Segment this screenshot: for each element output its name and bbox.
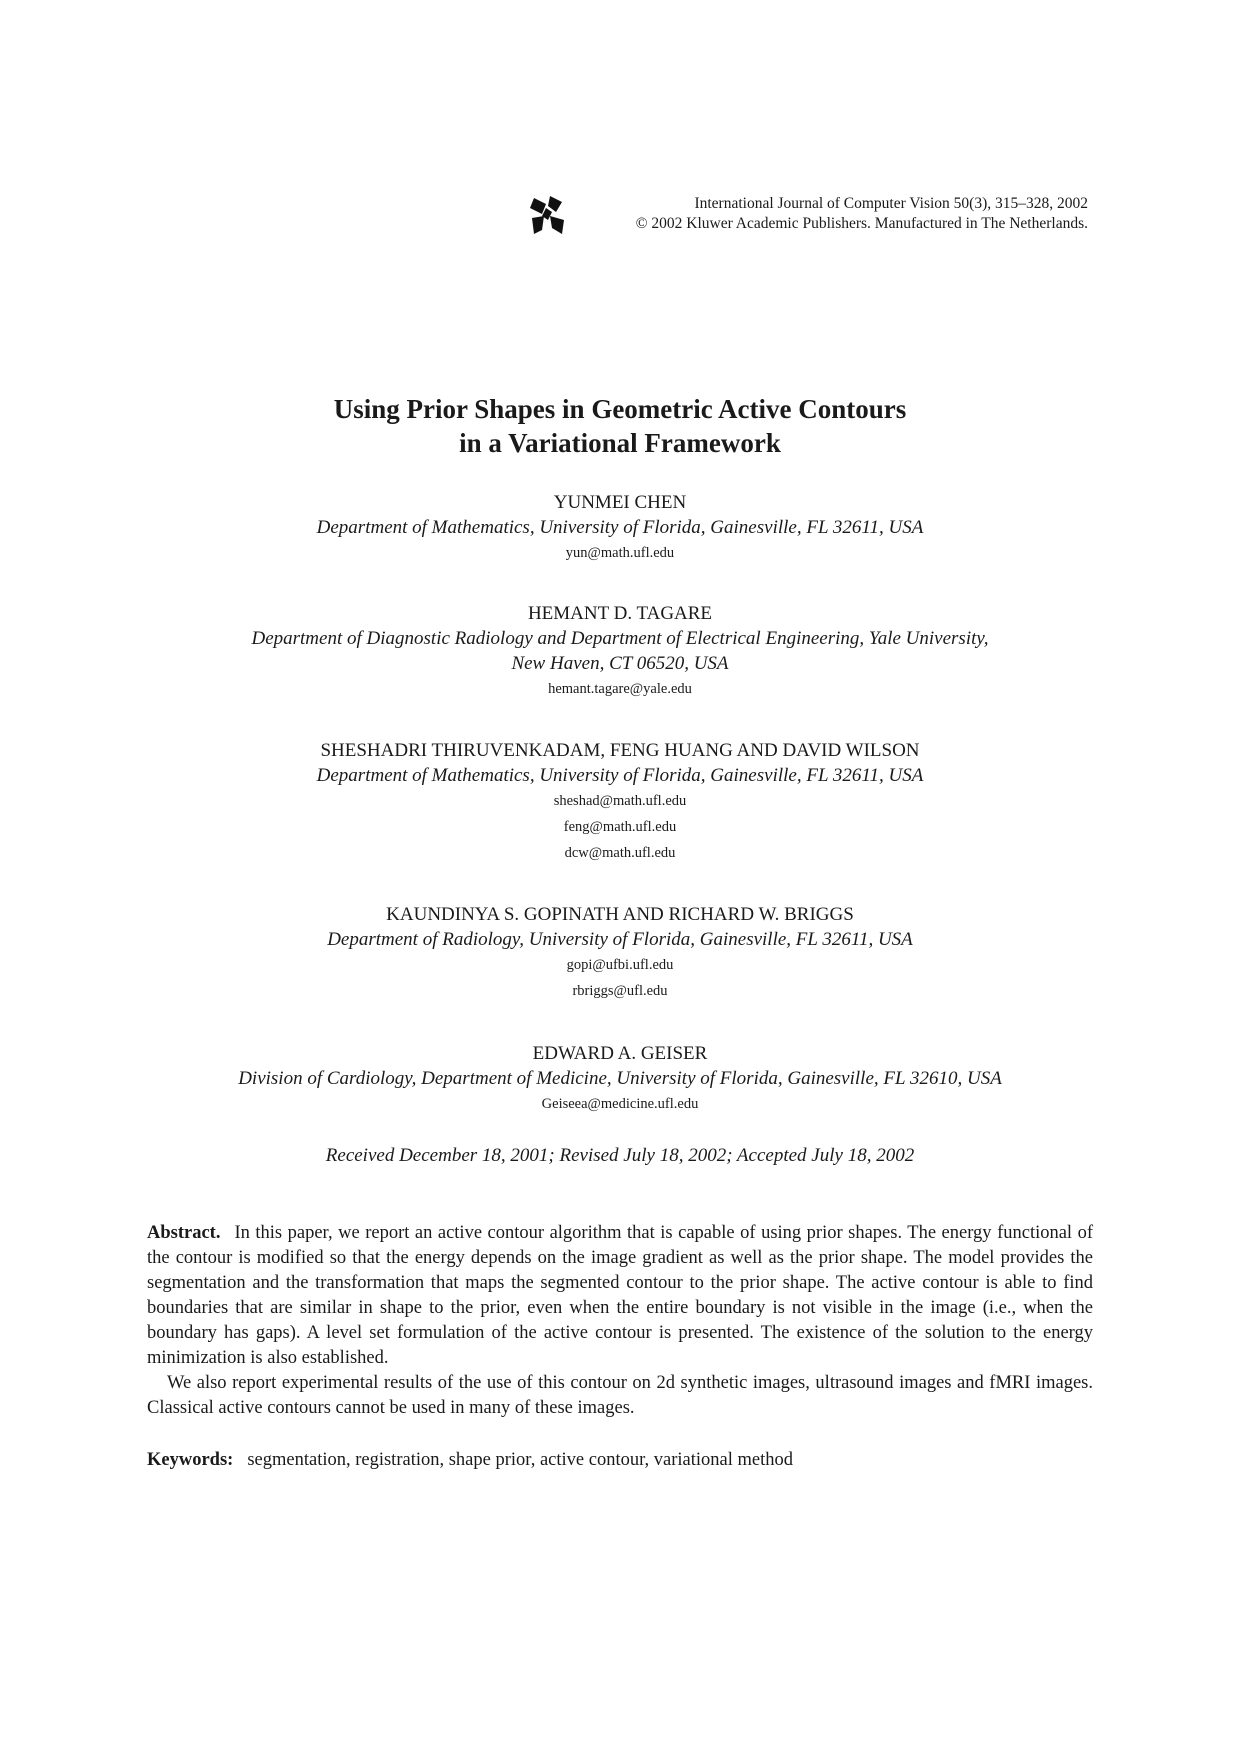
keywords-label: Keywords: xyxy=(147,1450,234,1470)
publisher-logo-icon xyxy=(528,194,568,238)
author-email: rbriggs@ufl.edu xyxy=(572,983,668,999)
keywords-section xyxy=(147,1448,1093,1473)
author-email: sheshad@math.ufl.edu xyxy=(553,793,687,809)
paper-title xyxy=(0,392,1240,460)
abstract-label: Abstract. xyxy=(147,1223,221,1243)
author-affiliation: Department of Mathematics, University of Florida, Gainesville, FL 32611, USA xyxy=(316,517,924,538)
author-affiliation: Division of Cardiology, Department of Medicine, University of Florida, Gainesville, FL 32610, USA xyxy=(238,1068,1002,1089)
author-affiliation: New Haven, CT 06520, USA xyxy=(511,653,729,674)
title-line-2: in a Variational Framework xyxy=(459,428,781,458)
journal-header xyxy=(528,194,1088,240)
author-names: YUNMEI CHEN xyxy=(553,492,687,513)
author-affiliation: Department of Mathematics, University of Florida, Gainesville, FL 32611, USA xyxy=(316,765,924,786)
keywords-text: segmentation, registration, shape prior, active contour, variational method xyxy=(247,1450,793,1470)
author-email: hemant.tagare@yale.edu xyxy=(548,681,692,697)
author-block-2 xyxy=(0,601,1240,702)
author-block-4 xyxy=(0,902,1240,1004)
author-email: yun@math.ufl.edu xyxy=(565,545,675,561)
copyright-notice: © 2002 Kluwer Academic Publishers. Manufactured in The Netherlands. xyxy=(635,215,1088,232)
author-names: KAUNDINYA S. GOPINATH AND RICHARD W. BRIGGS xyxy=(386,904,854,925)
abstract-paragraph-1 xyxy=(147,1221,1093,1371)
author-email: Geiseea@medicine.ufl.edu xyxy=(541,1096,699,1112)
author-names: HEMANT D. TAGARE xyxy=(527,603,713,624)
author-email: feng@math.ufl.edu xyxy=(563,819,677,835)
author-affiliation: Department of Radiology, University of Florida, Gainesville, FL 32611, USA xyxy=(327,929,913,950)
author-affiliation: Department of Diagnostic Radiology and Department of Electrical Engineering, Yale University, xyxy=(251,628,989,649)
abstract-paragraph-2: We also report experimental results of the use of this contour on 2d synthetic images, ultrasound images and fMRI images. Classical active contours cannot be used in many of these images. xyxy=(147,1373,1093,1418)
abstract-text-1: In this paper, we report an active contour algorithm that is capable of using prior shapes. The energy functional of the contour is modified so that the energy depends on the image gradient as well as the prior shape. The model provides the segmentation and the transformation that maps the segmented contour to the prior shape. The active contour is able to find boundaries that are similar in shape to the prior, even when the entire boundary is not visible in the image (i.e., when the boundary has gaps). A level set formulation of the active contour is presented. The existence of the solution to the energy minimization is also established. xyxy=(147,1223,1093,1368)
submission-dates: Received December 18, 2001; Revised July 18, 2002; Accepted July 18, 2002 xyxy=(325,1145,915,1166)
abstract-section xyxy=(147,1221,1093,1421)
author-block-1 xyxy=(0,490,1240,566)
author-block-5 xyxy=(0,1041,1240,1117)
author-email: gopi@ufbi.ufl.edu xyxy=(566,957,674,973)
author-names: EDWARD A. GEISER xyxy=(532,1043,708,1064)
author-email: dcw@math.ufl.edu xyxy=(564,845,676,861)
journal-citation: International Journal of Computer Vision 50(3), 315–328, 2002 xyxy=(694,195,1088,212)
author-names: SHESHADRI THIRUVENKADAM, FENG HUANG AND DAVID WILSON xyxy=(320,740,920,761)
title-line-1: Using Prior Shapes in Geometric Active Contours xyxy=(333,394,907,424)
author-block-3 xyxy=(0,738,1240,866)
